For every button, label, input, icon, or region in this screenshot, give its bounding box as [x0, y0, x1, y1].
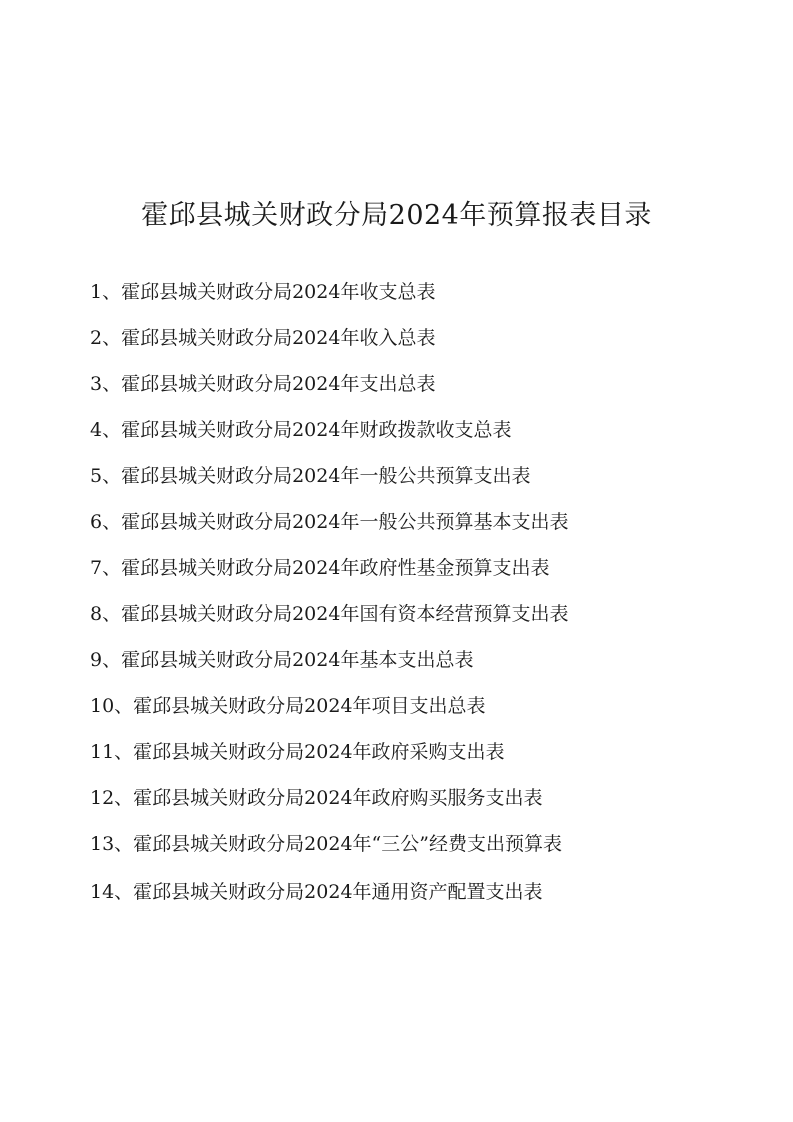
- toc-item-2: 2、霍邱县城关财政分局2024年收入总表: [90, 327, 436, 349]
- toc-item-12: 12、霍邱县城关财政分局2024年政府购买服务支出表: [90, 787, 543, 809]
- toc-item-1: 1、霍邱县城关财政分局2024年收支总表: [90, 281, 436, 303]
- toc-item-5: 5、霍邱县城关财政分局2024年一般公共预算支出表: [90, 465, 531, 487]
- toc-item-4: 4、霍邱县城关财政分局2024年财政拨款收支总表: [90, 419, 512, 441]
- toc-item-11: 11、霍邱县城关财政分局2024年政府采购支出表: [90, 741, 505, 763]
- toc-item-8: 8、霍邱县城关财政分局2024年国有资本经营预算支出表: [90, 603, 569, 625]
- toc-item-3: 3、霍邱县城关财政分局2024年支出总表: [90, 373, 436, 395]
- document-title: 霍邱县城关财政分局2024年预算报表目录: [141, 200, 652, 231]
- toc-item-6: 6、霍邱县城关财政分局2024年一般公共预算基本支出表: [90, 511, 569, 533]
- toc-item-13: 13、霍邱县城关财政分局2024年“三公”经费支出预算表: [90, 833, 562, 855]
- table-of-contents: [90, 278, 568, 924]
- toc-item-9: 9、霍邱县城关财政分局2024年基本支出总表: [90, 649, 474, 671]
- toc-item-10: 10、霍邱县城关财政分局2024年项目支出总表: [90, 695, 486, 717]
- toc-item-7: 7、霍邱县城关财政分局2024年政府性基金预算支出表: [90, 557, 550, 579]
- toc-item-14: 14、霍邱县城关财政分局2024年通用资产配置支出表: [90, 881, 543, 903]
